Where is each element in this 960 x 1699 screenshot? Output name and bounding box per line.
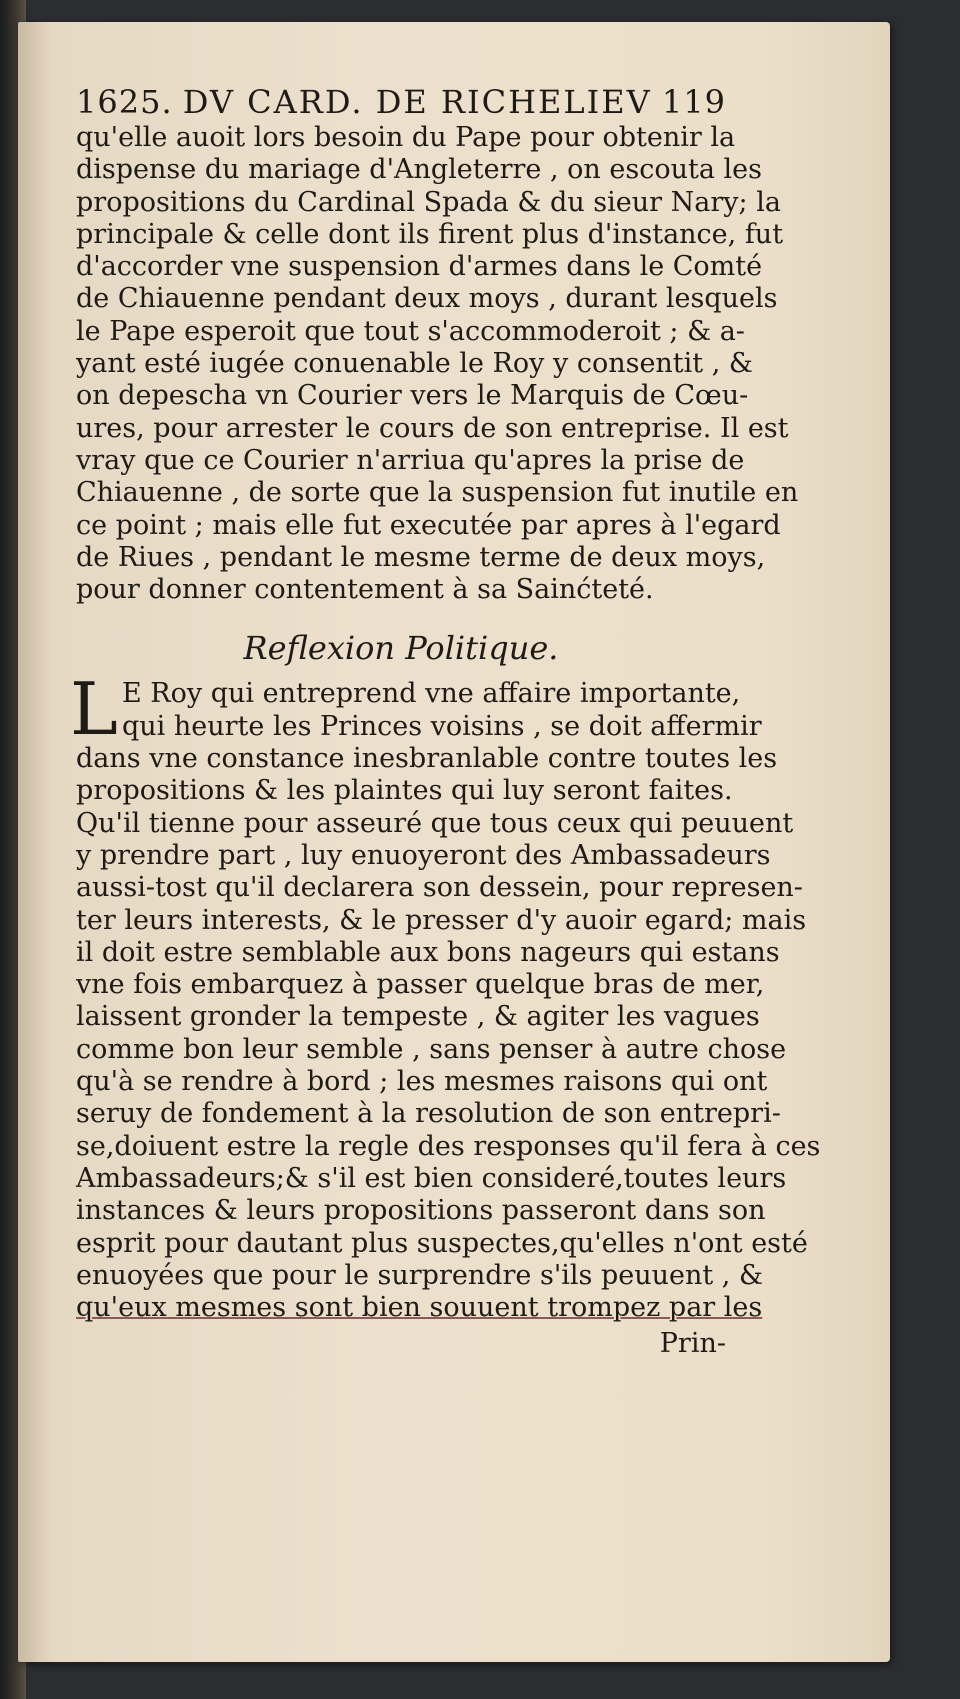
text-line: de Riues , pendant le mesme terme de deux moys, xyxy=(76,541,766,573)
text-line: de Chiauenne pendant deux moys , durant lesquels xyxy=(76,283,778,315)
text-line: vray que ce Courier n'arriua qu'apres la prise de xyxy=(76,444,745,476)
text-line: ce point ; mais elle fut executée par apres à l'egard xyxy=(76,509,781,541)
running-header xyxy=(76,82,726,122)
text-line: aussi-tost qu'il declarera son dessein, pour represen- xyxy=(76,872,803,904)
text-line: qu'à se rendre à bord ; les mesmes raisons qui ont xyxy=(76,1066,768,1098)
text-line: E Roy qui entreprend vne affaire importante, xyxy=(122,678,741,710)
paragraph-2 xyxy=(70,667,821,1324)
text-line: dispense du mariage d'Angleterre , on escouta les xyxy=(76,154,762,186)
section-heading: Reflexion Politique. xyxy=(243,629,559,668)
text-line: Qu'il tienne pour asseuré que tous ceux qui peuuent xyxy=(76,807,794,839)
text-line: se,doiuent estre la regle des responses qu'il fera à ces xyxy=(76,1130,821,1162)
text-line: le Pape esperoit que tout s'accommoderoit ; & a- xyxy=(76,315,745,347)
text-line: propositions du Cardinal Spada & du sieur Nary; la xyxy=(76,186,781,218)
drop-cap: L xyxy=(70,667,118,752)
catchword: Prin- xyxy=(659,1328,726,1360)
text-line: on depescha vn Courier vers le Marquis de Cœu- xyxy=(76,380,749,412)
text-line: ures, pour arrester le cours de son entreprise. Il est xyxy=(76,412,789,444)
text-line: ter leurs interests, & le presser d'y auoir egard; mais xyxy=(76,904,807,936)
text-line: il doit estre semblable aux bons nageurs qui estans xyxy=(76,936,780,968)
header-year: 1625. xyxy=(76,83,173,121)
page-number: 119 xyxy=(661,83,726,121)
text-line: Ambassadeurs;& s'il est bien consideré,toutes leurs xyxy=(76,1162,787,1194)
paragraph-1 xyxy=(76,122,799,606)
text-line: seruy de fondement à la resolution de son entrepri- xyxy=(76,1098,781,1130)
text-line: y prendre part , luy enuoyeront des Ambassadeurs xyxy=(76,839,771,871)
text-line: dans vne constance inesbranlable contre toutes les xyxy=(76,743,778,775)
text-line: qu'elle auoit lors besoin du Pape pour obtenir la xyxy=(76,122,736,153)
text-line: yant esté iugée conuenable le Roy y consentit , & xyxy=(76,348,753,380)
text-line: Chiauenne , de sorte que la suspension fut inutile en xyxy=(76,477,799,509)
text-line: enuoyées que pour le surprendre s'ils peuuent , & xyxy=(76,1259,763,1291)
text-line: principale & celle dont ils firent plus d'instance, fut xyxy=(76,218,784,250)
text-line: comme bon leur semble , sans penser à autre chose xyxy=(76,1033,787,1065)
text-line: propositions & les plaintes qui luy seront faites. xyxy=(76,775,733,807)
book-page xyxy=(18,22,890,1662)
header-title: DV CARD. DE RICHELIEV xyxy=(182,83,652,121)
text-block xyxy=(70,82,821,1360)
text-line: esprit pour dautant plus suspectes,qu'elles n'ont esté xyxy=(76,1227,808,1259)
text-line: instances & leurs propositions passeront dans son xyxy=(76,1195,766,1227)
text-line: pour donner contentement à sa Sainćteté. xyxy=(76,574,654,606)
text-line: qu'eux mesmes sont bien souuent trompez par les xyxy=(76,1292,763,1324)
text-line: d'accorder vne suspension d'armes dans le Comté xyxy=(76,251,763,283)
text-line: laissent gronder la tempeste , & agiter les vagues xyxy=(76,1001,760,1033)
text-line: vne fois embarquez à passer quelque bras de mer, xyxy=(76,969,765,1001)
text-line: qui heurte les Princes voisins , se doit affermir xyxy=(122,710,762,742)
